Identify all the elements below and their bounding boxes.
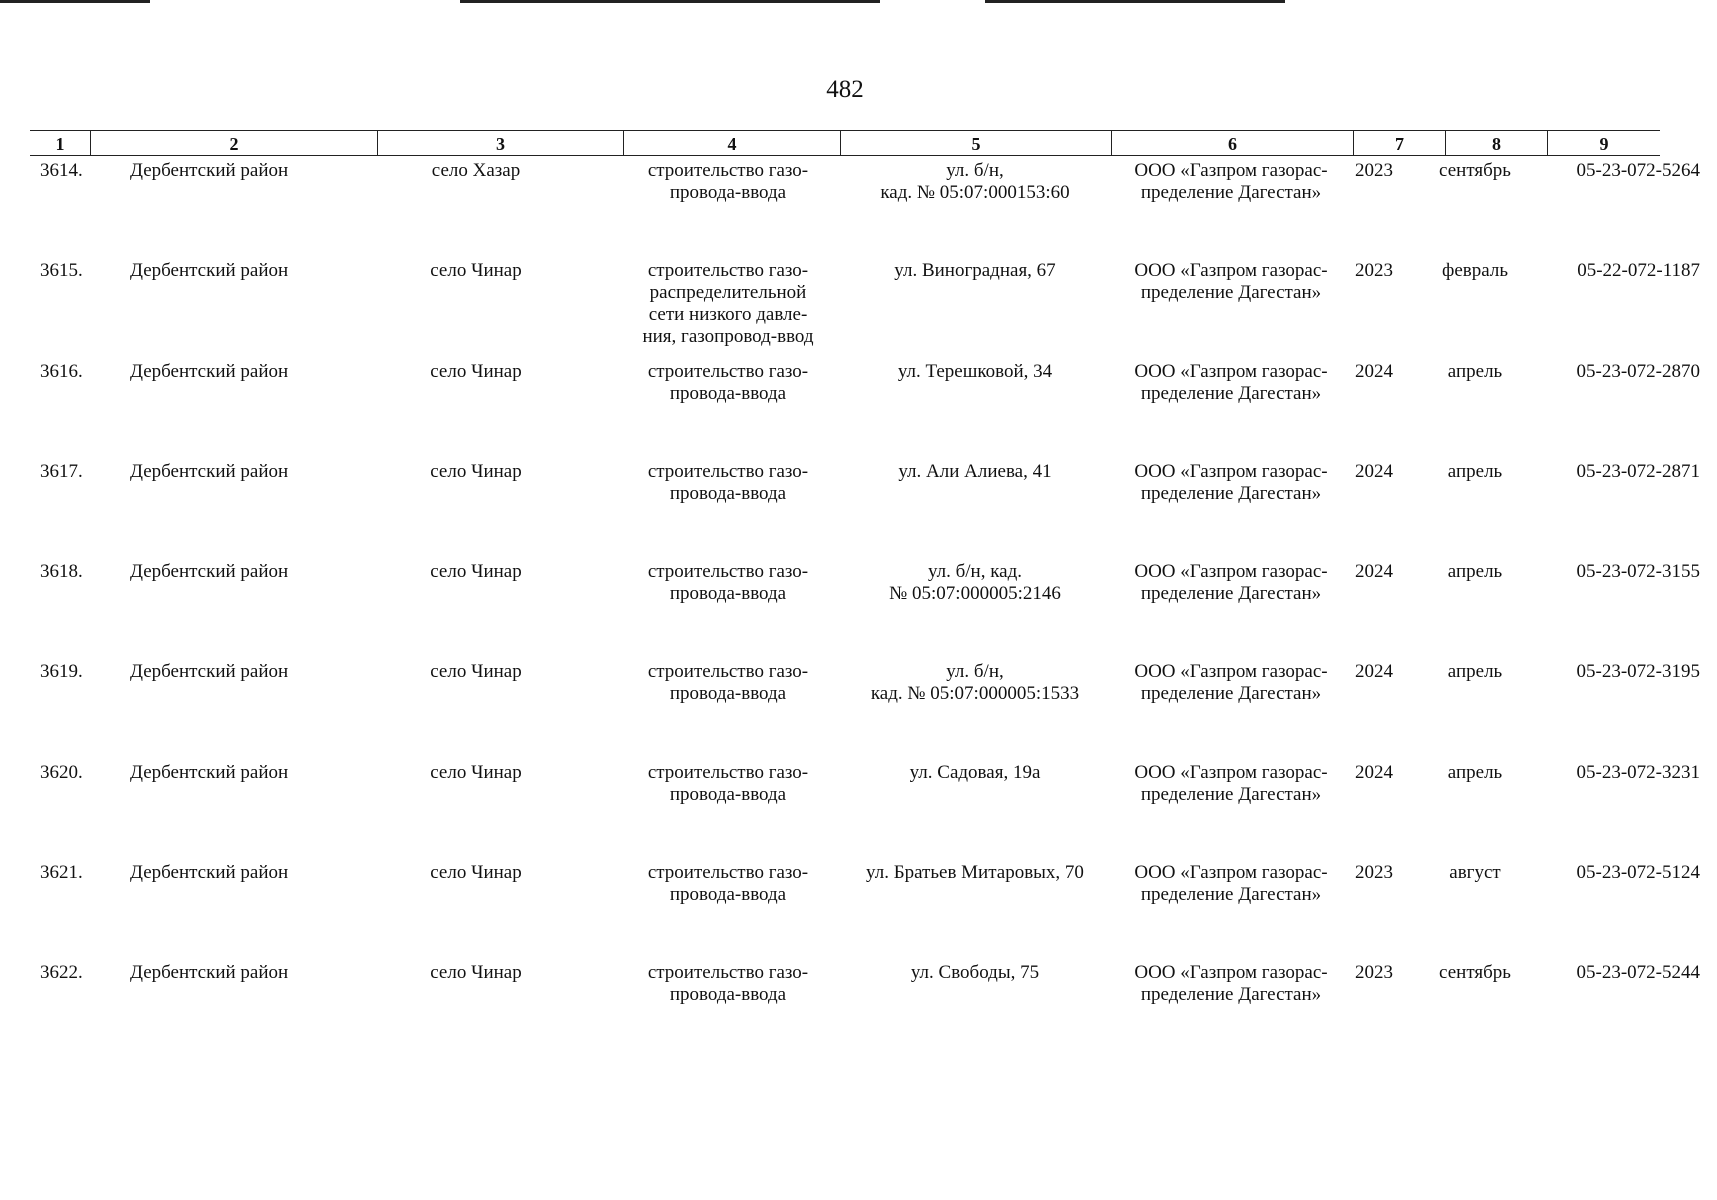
work-type-cell-line: провода-ввода [669, 784, 787, 805]
organization-cell-line: пределение Дагестан» [1140, 784, 1322, 805]
year-cell: 2024 [1355, 461, 1393, 482]
organization-cell [1086, 361, 1376, 405]
district-cell: Дербентский район [130, 561, 289, 582]
month-cell: сентябрь [1439, 160, 1511, 181]
district-cell: Дербентский район [130, 962, 289, 983]
locality-cell: село Чинар [430, 661, 522, 682]
column-header-row [30, 130, 1660, 156]
organization-cell-line: пределение Дагестан» [1140, 182, 1322, 203]
column-header: 9 [1547, 131, 1660, 155]
work-type-cell-line: распределительной [649, 282, 807, 303]
work-type-cell-line: строительство газо- [647, 762, 809, 783]
address-cell-line: ул. Садовая, 19а [909, 762, 1041, 783]
column-header: 1 [55, 134, 65, 154]
scan-edge-top [985, 0, 1285, 3]
row-number: 3618. [40, 561, 83, 582]
row-number: 3615. [40, 260, 83, 281]
column-header: 3 [377, 131, 623, 155]
column-header: 2 [90, 131, 377, 155]
row-number: 3614. [40, 160, 83, 181]
code-cell: 05-23-072-5264 [1576, 160, 1700, 181]
code-cell: 05-23-072-5244 [1576, 962, 1700, 983]
code-cell: 05-23-072-3155 [1576, 561, 1700, 582]
row-number: 3616. [40, 361, 83, 382]
organization-cell-line: ООО «Газпром газорас- [1134, 661, 1328, 682]
work-type-cell-line: провода-ввода [669, 683, 787, 704]
year-cell: 2024 [1355, 561, 1393, 582]
column-header: 5 [840, 131, 1111, 155]
locality-cell: село Хазар [431, 160, 521, 181]
month-cell: апрель [1447, 762, 1503, 783]
month-cell: август [1449, 862, 1501, 883]
address-cell-line: № 05:07:000005:2146 [889, 583, 1061, 604]
year-cell: 2023 [1355, 260, 1393, 281]
work-type-cell-line: строительство газо- [647, 661, 809, 682]
row-number: 3617. [40, 461, 83, 482]
work-type-cell-line: провода-ввода [669, 383, 787, 404]
month-cell: февраль [1442, 260, 1508, 281]
code-cell: 05-23-072-2871 [1576, 461, 1700, 482]
locality-cell: село Чинар [430, 461, 522, 482]
work-type-cell-line: строительство газо- [647, 862, 809, 883]
locality-cell: село Чинар [430, 962, 522, 983]
code-cell: 05-23-072-2870 [1576, 361, 1700, 382]
address-cell-line: ул. Свободы, 75 [910, 962, 1040, 983]
address-cell-line: ул. б/н, [946, 661, 1004, 682]
organization-cell-line: ООО «Газпром газорас- [1134, 762, 1328, 783]
organization-cell [1086, 160, 1376, 204]
year-cell: 2023 [1355, 962, 1393, 983]
code-cell: 05-23-072-3195 [1576, 661, 1700, 682]
organization-cell-line: пределение Дагестан» [1140, 483, 1322, 504]
organization-cell-line: пределение Дагестан» [1140, 383, 1322, 404]
address-cell-line: ул. б/н, [946, 160, 1004, 181]
code-cell: 05-23-072-5124 [1576, 862, 1700, 883]
work-type-cell-line: строительство газо- [647, 962, 809, 983]
year-cell: 2024 [1355, 361, 1393, 382]
organization-cell-line: ООО «Газпром газорас- [1134, 862, 1328, 883]
address-cell-line: ул. Братьев Митаровых, 70 [866, 862, 1084, 883]
year-cell: 2023 [1355, 160, 1393, 181]
organization-cell-line: пределение Дагестан» [1140, 282, 1322, 303]
district-cell: Дербентский район [130, 160, 289, 181]
district-cell: Дербентский район [130, 361, 289, 382]
address-cell-line: ул. Терешковой, 34 [897, 361, 1053, 382]
work-type-cell-line: провода-ввода [669, 884, 787, 905]
row-number: 3622. [40, 962, 83, 983]
organization-cell [1086, 260, 1376, 304]
row-number: 3619. [40, 661, 83, 682]
address-cell-line: кад. № 05:07:000005:1533 [870, 683, 1080, 704]
row-number: 3620. [40, 762, 83, 783]
district-cell: Дербентский район [130, 461, 289, 482]
work-type-cell-line: провода-ввода [669, 182, 787, 203]
organization-cell-line: ООО «Газпром газорас- [1134, 461, 1328, 482]
work-type-cell-line: провода-ввода [669, 583, 787, 604]
organization-cell-line: ООО «Газпром газорас- [1134, 260, 1328, 281]
locality-cell: село Чинар [430, 260, 522, 281]
district-cell: Дербентский район [130, 762, 289, 783]
work-type-cell-line: провода-ввода [669, 984, 787, 1005]
address-cell-line: кад. № 05:07:000153:60 [880, 182, 1070, 203]
year-cell: 2023 [1355, 862, 1393, 883]
code-cell: 05-23-072-3231 [1576, 762, 1700, 783]
locality-cell: село Чинар [430, 361, 522, 382]
work-type-cell-line: провода-ввода [669, 483, 787, 504]
work-type-cell-line: сети низкого давле- [648, 304, 808, 325]
work-type-cell-line: строительство газо- [647, 461, 809, 482]
organization-cell-line: пределение Дагестан» [1140, 683, 1322, 704]
organization-cell-line: ООО «Газпром газорас- [1134, 962, 1328, 983]
work-type-cell-line: строительство газо- [647, 160, 809, 181]
address-cell-line: ул. Виноградная, 67 [894, 260, 1056, 281]
address-cell-line: ул. Али Алиева, 41 [898, 461, 1052, 482]
row-number: 3621. [40, 862, 83, 883]
organization-cell-line: пределение Дагестан» [1140, 583, 1322, 604]
scan-edge-top [460, 0, 880, 3]
column-header: 8 [1445, 131, 1547, 155]
locality-cell: село Чинар [430, 762, 522, 783]
page-number: 482 [826, 76, 864, 103]
column-header: 6 [1111, 131, 1353, 155]
scan-edge-top [0, 0, 150, 3]
organization-cell [1086, 862, 1376, 906]
month-cell: апрель [1447, 461, 1503, 482]
organization-cell-line: ООО «Газпром газорас- [1134, 361, 1328, 382]
organization-cell [1086, 661, 1376, 705]
locality-cell: село Чинар [430, 862, 522, 883]
month-cell: апрель [1447, 661, 1503, 682]
organization-cell [1086, 762, 1376, 806]
organization-cell-line: ООО «Газпром газорас- [1134, 160, 1328, 181]
organization-cell [1086, 461, 1376, 505]
code-cell: 05-22-072-1187 [1577, 260, 1700, 281]
column-header: 4 [623, 131, 840, 155]
organization-cell-line: пределение Дагестан» [1140, 884, 1322, 905]
work-type-cell-line: строительство газо- [647, 361, 809, 382]
month-cell: апрель [1447, 361, 1503, 382]
organization-cell-line: ООО «Газпром газорас- [1134, 561, 1328, 582]
district-cell: Дербентский район [130, 260, 289, 281]
year-cell: 2024 [1355, 661, 1393, 682]
locality-cell: село Чинар [430, 561, 522, 582]
column-header: 7 [1353, 131, 1445, 155]
organization-cell [1086, 962, 1376, 1006]
district-cell: Дербентский район [130, 862, 289, 883]
work-type-cell-line: строительство газо- [647, 260, 809, 281]
month-cell: сентябрь [1439, 962, 1511, 983]
work-type-cell-line: строительство газо- [647, 561, 809, 582]
month-cell: апрель [1447, 561, 1503, 582]
organization-cell [1086, 561, 1376, 605]
organization-cell-line: пределение Дагестан» [1140, 984, 1322, 1005]
address-cell-line: ул. б/н, кад. [927, 561, 1023, 582]
year-cell: 2024 [1355, 762, 1393, 783]
work-type-cell-line: ния, газопровод-ввод [642, 326, 814, 347]
district-cell: Дербентский район [130, 661, 289, 682]
